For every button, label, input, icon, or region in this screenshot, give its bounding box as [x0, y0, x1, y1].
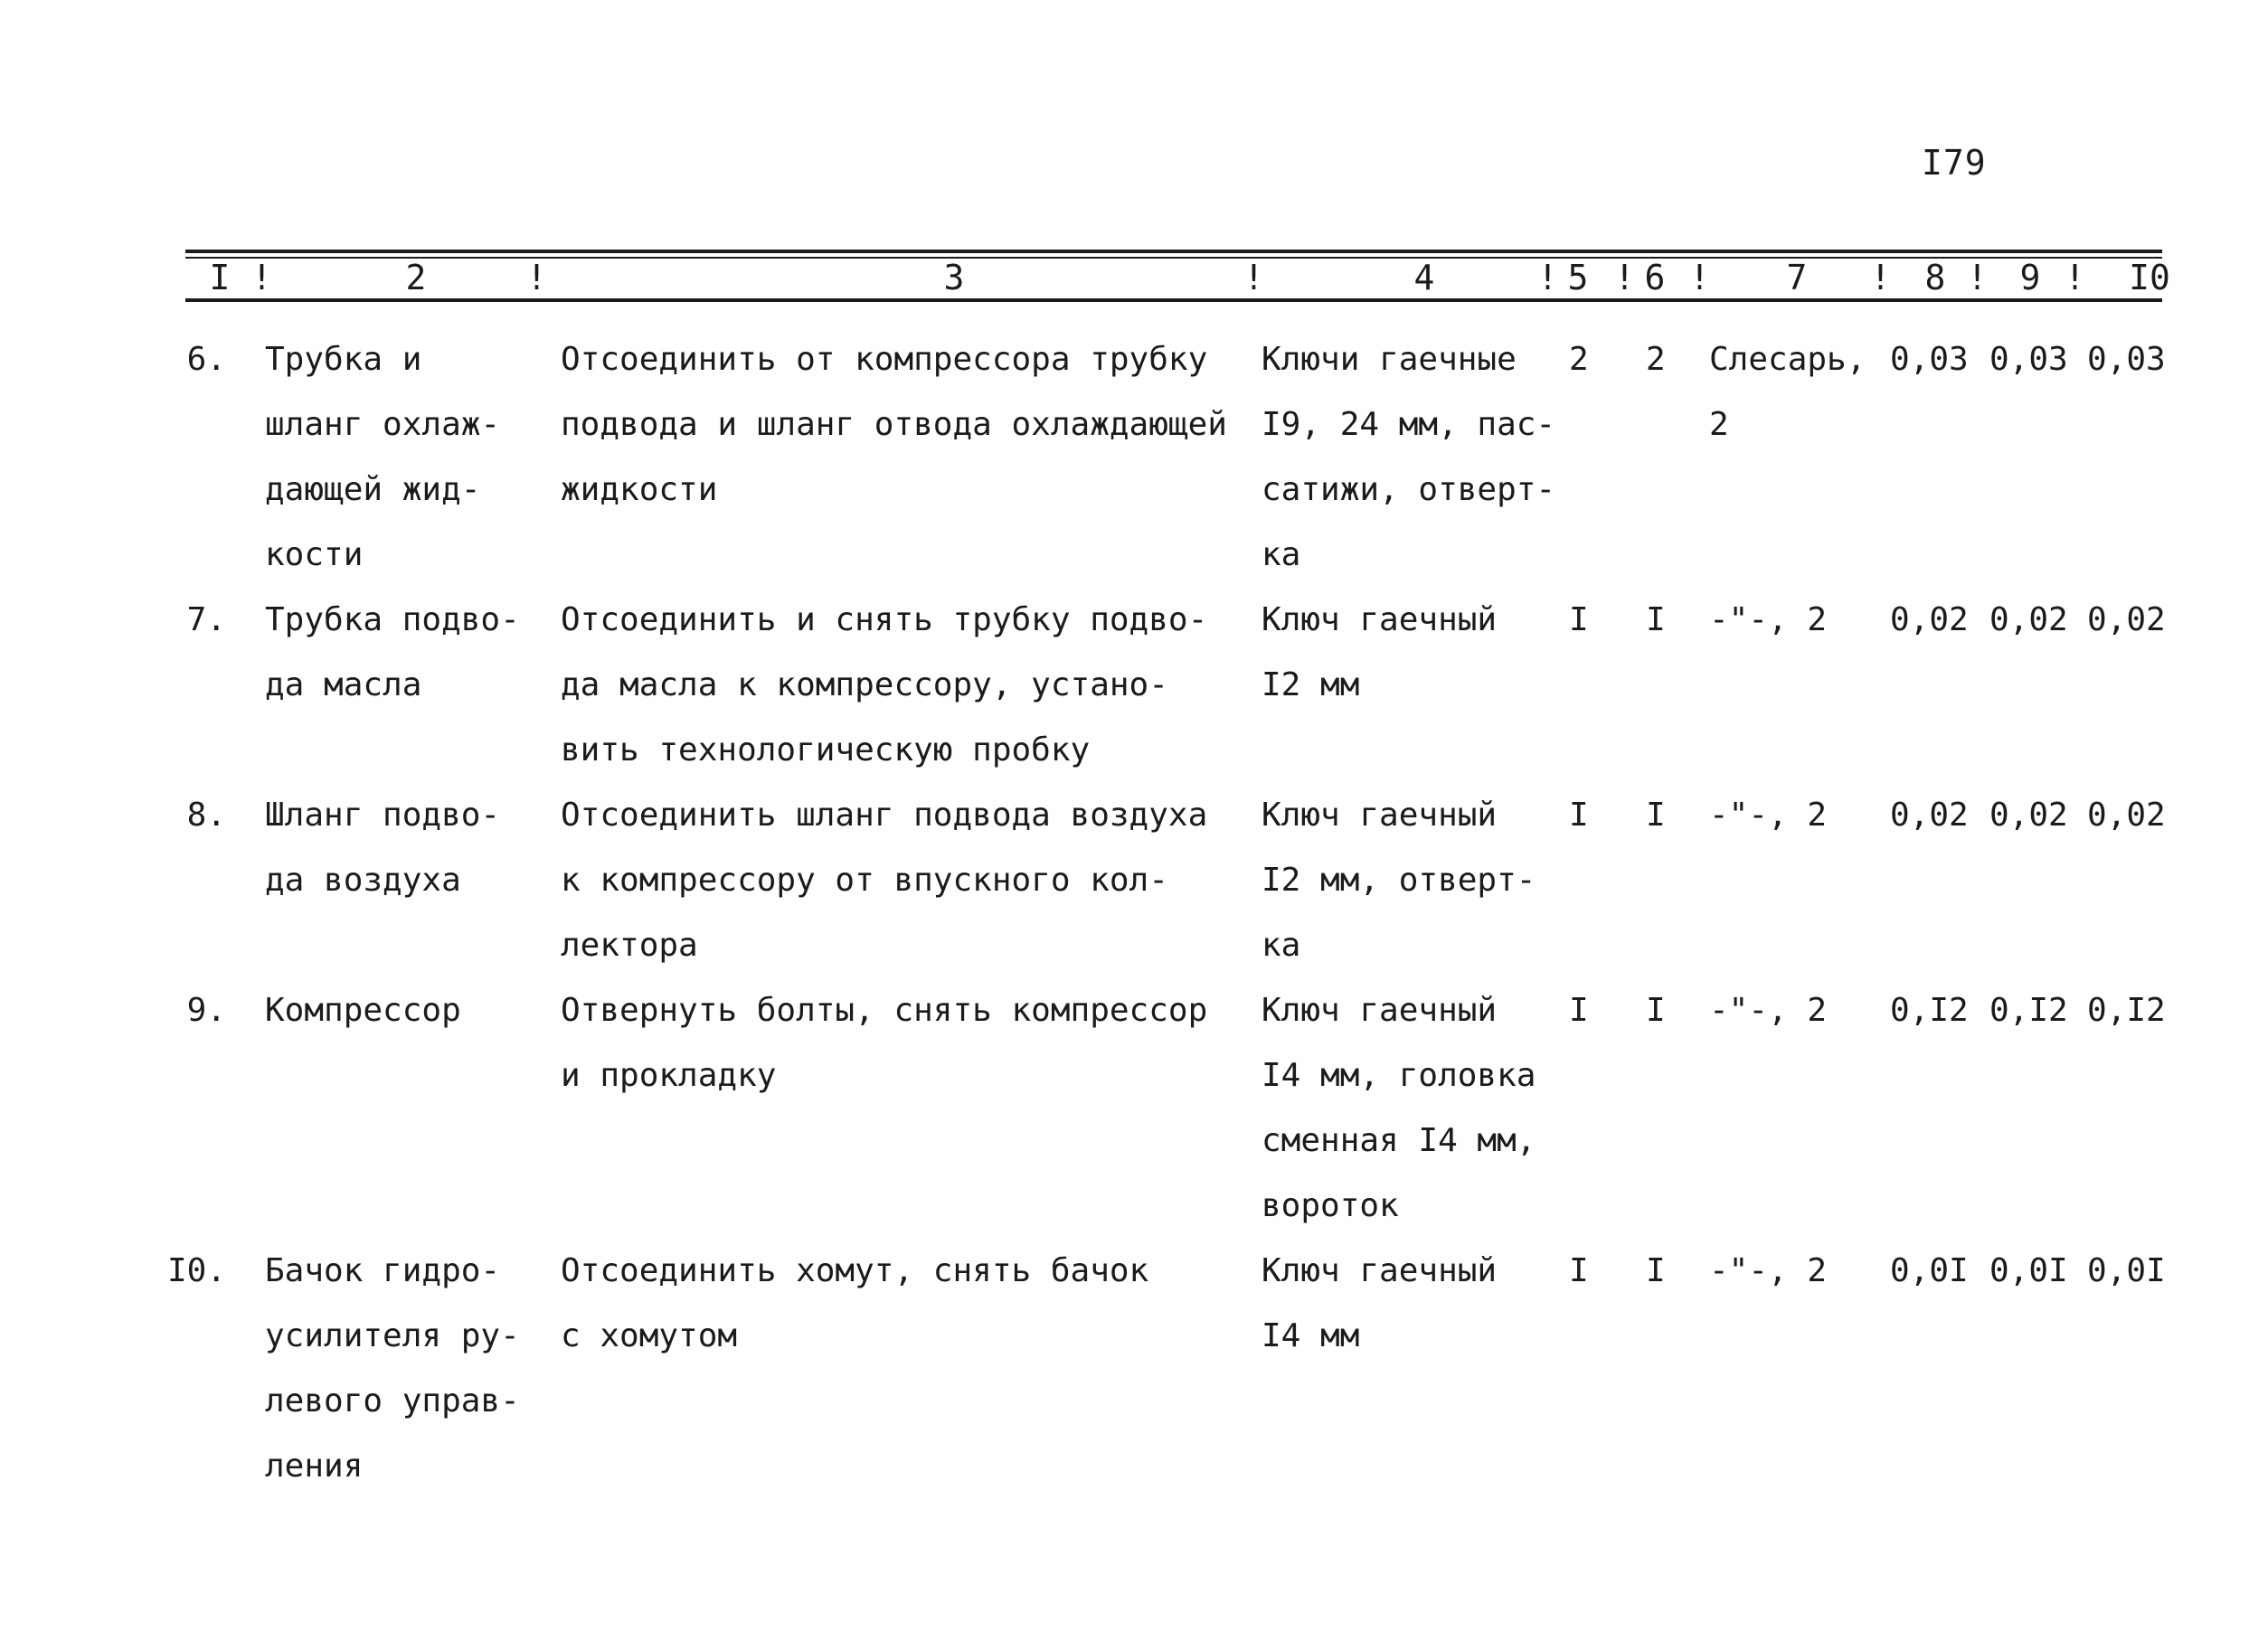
- header-col-3: 3: [943, 258, 965, 297]
- table-top-rule-inner: [185, 257, 2162, 259]
- header-separator: !: [1537, 258, 1558, 297]
- row-col-10: 0,I2: [2087, 992, 2166, 1029]
- row-col-6: I: [1646, 1252, 1666, 1289]
- header-col-7: 7: [1786, 258, 1808, 297]
- row-col-5: 2: [1569, 341, 1589, 378]
- row-worker: Слесарь, 2: [1709, 341, 1866, 443]
- row-col-8: 0,I2: [1890, 992, 1969, 1029]
- row-object: Компрессор: [265, 992, 461, 1029]
- row-col-5: I: [1569, 1252, 1589, 1289]
- row-col-5: I: [1569, 992, 1589, 1029]
- header-col-9: 9: [2019, 258, 2041, 297]
- header-col-6: 6: [1644, 258, 1666, 297]
- row-col-9: 0,0I: [1989, 1252, 2068, 1289]
- table-header-bottom-rule: [185, 298, 2162, 302]
- row-col-9: 0,02: [1989, 601, 2068, 638]
- header-col-10: I0: [2129, 258, 2170, 297]
- header-separator: !: [2065, 258, 2085, 297]
- header-separator: !: [1967, 258, 1988, 297]
- row-operation: Отсоединить хомут, снять бачок с хомутом: [561, 1252, 1149, 1354]
- row-number: 8.: [186, 797, 226, 834]
- row-object: Бачок гидро- усилителя ру- левого управ- ления: [265, 1252, 520, 1485]
- row-col-9: 0,02: [1989, 797, 2068, 834]
- header-separator: !: [526, 258, 547, 297]
- row-object: Трубка подво- да масла: [265, 601, 520, 703]
- row-col-6: I: [1646, 797, 1666, 834]
- header-col-1: I: [209, 258, 231, 297]
- row-col-6: I: [1646, 601, 1666, 638]
- row-tools: Ключ гаечный I4 мм: [1262, 1252, 1498, 1354]
- row-col-8: 0,02: [1890, 797, 1969, 834]
- header-separator: !: [1870, 258, 1891, 297]
- row-worker: -"-, 2: [1709, 1252, 1828, 1289]
- header-separator: !: [1689, 258, 1710, 297]
- row-number: 7.: [186, 601, 226, 638]
- header-separator: !: [1243, 258, 1264, 297]
- row-number: 6.: [186, 341, 226, 378]
- row-operation: Отсоединить и снять трубку подво- да масла к компрессору, устано- вить технологическую пробку: [561, 601, 1208, 769]
- header-separator: !: [1614, 258, 1635, 297]
- header-col-4: 4: [1413, 258, 1435, 297]
- row-operation: Отсоединить шланг подвода воздуха к компрессору от впускного кол- лектора: [561, 797, 1208, 964]
- row-col-9: 0,03: [1989, 341, 2068, 378]
- row-col-10: 0,03: [2087, 341, 2166, 378]
- row-worker: -"-, 2: [1709, 601, 1828, 638]
- row-number: 9.: [186, 992, 226, 1029]
- row-col-9: 0,I2: [1989, 992, 2068, 1029]
- row-object: Трубка и шланг охлаж- дающей жид- кости: [265, 341, 501, 573]
- row-operation: Отвернуть болты, снять компрессор и прокладку: [561, 992, 1208, 1094]
- row-col-10: 0,02: [2087, 797, 2166, 834]
- row-tools: Ключ гаечный I4 мм, головка сменная I4 мм, вороток: [1262, 992, 1536, 1224]
- row-number: I0.: [166, 1252, 226, 1289]
- row-worker: -"-, 2: [1709, 797, 1828, 834]
- row-col-5: I: [1569, 601, 1589, 638]
- header-col-8: 8: [1924, 258, 1946, 297]
- header-col-5: 5: [1567, 258, 1589, 297]
- row-col-6: 2: [1646, 341, 1666, 378]
- row-col-8: 0,03: [1890, 341, 1969, 378]
- row-tools: Ключ гаечный I2 мм, отверт- ка: [1262, 797, 1536, 964]
- page-number: I79: [1922, 143, 1987, 183]
- table-top-rule: [185, 250, 2162, 253]
- row-worker: -"-, 2: [1709, 992, 1828, 1029]
- row-object: Шланг подво- да воздуха: [265, 797, 501, 899]
- row-col-10: 0,0I: [2087, 1252, 2166, 1289]
- header-separator: !: [251, 258, 272, 297]
- header-col-2: 2: [405, 258, 427, 297]
- row-col-10: 0,02: [2087, 601, 2166, 638]
- row-col-6: I: [1646, 992, 1666, 1029]
- row-tools: Ключ гаечный I2 мм: [1262, 601, 1498, 703]
- row-col-8: 0,0I: [1890, 1252, 1969, 1289]
- row-col-8: 0,02: [1890, 601, 1969, 638]
- row-col-5: I: [1569, 797, 1589, 834]
- row-tools: Ключи гаечные I9, 24 мм, пас- сатижи, отверт- ка: [1262, 341, 1556, 573]
- row-operation: Отсоединить от компрессора трубку подвода и шланг отвода охлаждающей жидкости: [561, 341, 1227, 508]
